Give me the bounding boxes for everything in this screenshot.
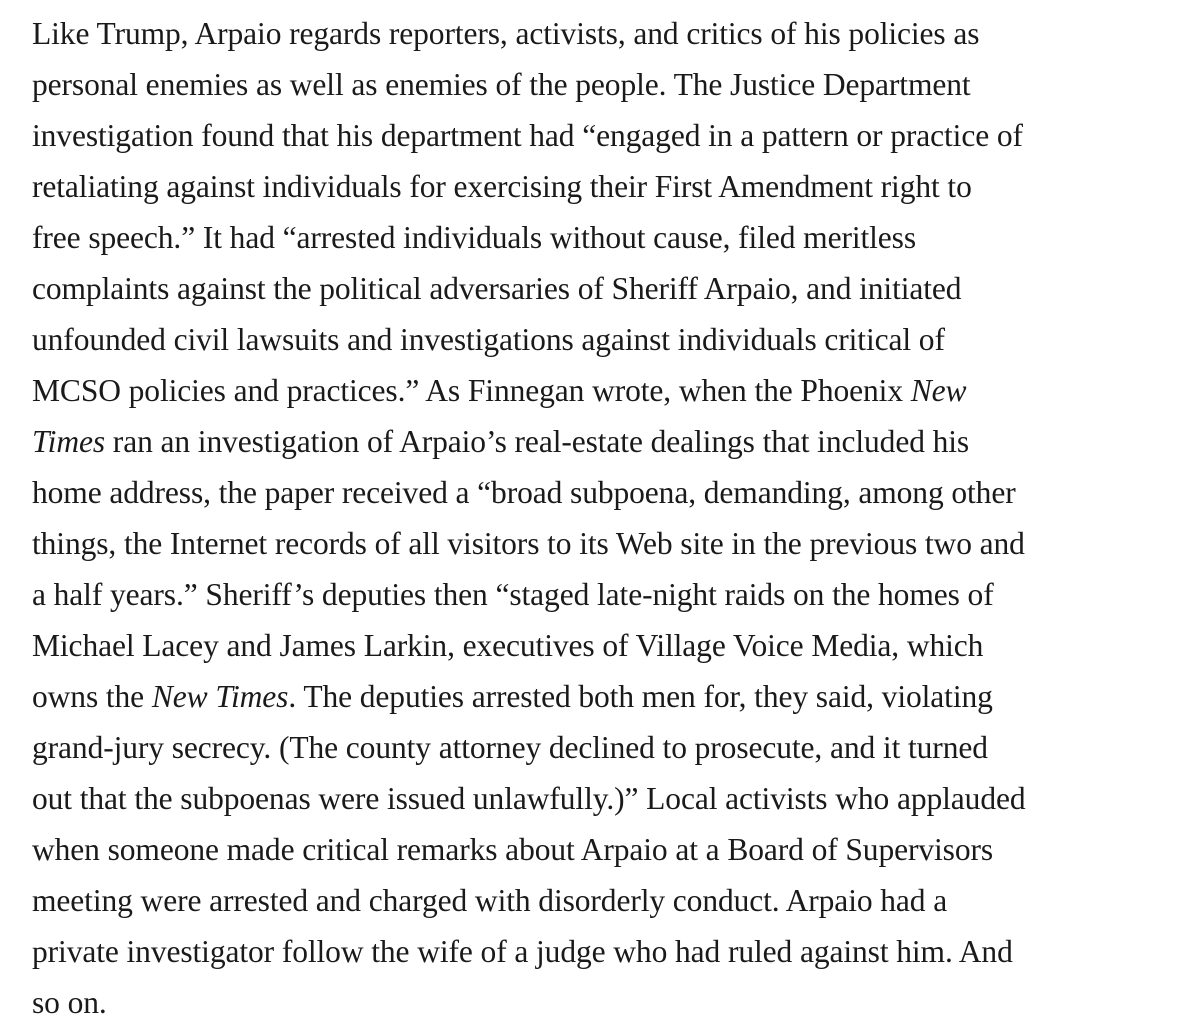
text-line: [32, 926, 1192, 977]
italic-publication-name: New Times: [151, 679, 289, 714]
italic-publication-name: Times: [32, 424, 106, 459]
text-line: [32, 824, 1192, 875]
text-line: [32, 161, 1192, 212]
text-line: [32, 620, 1192, 671]
text-run: Michael Lacey and James Larkin, executives of Village Voice Media, which: [32, 628, 984, 663]
text-run: a half years.” Sheriff’s deputies then “staged late-night raids on the homes of: [32, 577, 994, 612]
text-line: [32, 59, 1192, 110]
text-run: private investigator follow the wife of a judge who had ruled against him. And: [32, 934, 1013, 969]
text-line: [32, 671, 1192, 722]
text-run: Like Trump, Arpaio regards reporters, activists, and critics of his policies as: [32, 16, 980, 51]
text-run: free speech.” It had “arrested individuals without cause, filed meritless: [32, 220, 916, 255]
text-run: . The deputies arrested both men for, they said, violating: [288, 679, 993, 714]
text-line: [32, 365, 1192, 416]
text-run: owns the: [32, 679, 152, 714]
text-line: [32, 416, 1192, 467]
text-line: [32, 110, 1192, 161]
text-line: [32, 263, 1192, 314]
text-line: [32, 569, 1192, 620]
italic-publication-name: New: [910, 373, 967, 408]
text-run: unfounded civil lawsuits and investigations against individuals critical of: [32, 322, 945, 357]
text-line: [32, 314, 1192, 365]
text-line: [32, 722, 1192, 773]
text-run: personal enemies as well as enemies of the people. The Justice Department: [32, 67, 971, 102]
text-run: complaints against the political adversaries of Sheriff Arpaio, and initiated: [32, 271, 962, 306]
text-run: investigation found that his department had “engaged in a pattern or practice of: [32, 118, 1023, 153]
text-run: meeting were arrested and charged with disorderly conduct. Arpaio had a: [32, 883, 948, 918]
text-run: things, the Internet records of all visitors to its Web site in the previous two and: [32, 526, 1025, 561]
text-line: [32, 212, 1192, 263]
text-line: [32, 518, 1192, 569]
article-paragraph: [32, 8, 1192, 1028]
text-run: MCSO policies and practices.” As Finnegan wrote, when the Phoenix: [32, 373, 911, 408]
text-run: retaliating against individuals for exercising their First Amendment right to: [32, 169, 972, 204]
text-line: [32, 773, 1192, 824]
text-run: when someone made critical remarks about Arpaio at a Board of Supervisors: [32, 832, 994, 867]
text-run: home address, the paper received a “broad subpoena, demanding, among other: [32, 475, 1016, 510]
text-line: [32, 8, 1192, 59]
text-line: [32, 977, 1192, 1028]
article-body: [32, 8, 1192, 1028]
text-line: [32, 875, 1192, 926]
text-run: grand-jury secrecy. (The county attorney declined to prosecute, and it turned: [32, 730, 988, 765]
text-run: so on.: [32, 985, 107, 1020]
text-run: ran an investigation of Arpaio’s real-estate dealings that included his: [105, 424, 970, 459]
text-line: [32, 467, 1192, 518]
text-run: out that the subpoenas were issued unlawfully.)” Local activists who applauded: [32, 781, 1026, 816]
